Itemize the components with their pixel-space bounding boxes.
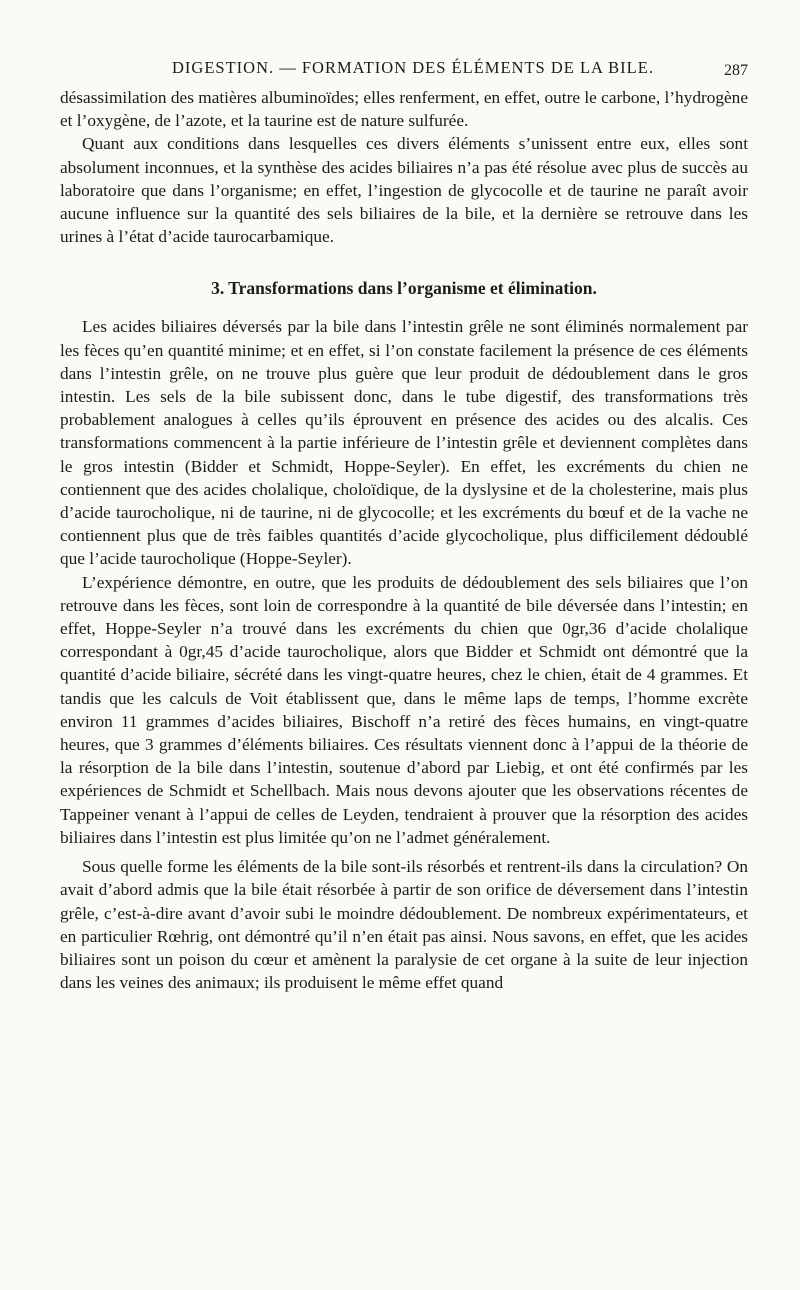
page-number: 287	[724, 62, 748, 79]
running-head	[60, 58, 748, 82]
paragraph-5: Sous quelle forme les éléments de la bile sont-ils résorbés et rentrent-ils dans la circulation? On avait d’abord admis que la bile était résorbée à partir de son orifice de déversement dans l’intestin grêle, c’est-à-dire avant d’avoir subi le moindre dédoublement. De nombreux expérimentateurs, et en particulier Rœhrig, ont démontré qu’il n’en était pas ainsi. Nous savons, en effet, que les acides biliaires sont un poison du cœur et amènent la paralysie de cet organe à la suite de leur injection dans les veines des animaux; ils produisent le même effet quand	[60, 857, 748, 993]
paragraph-1: désassimilation des matières albuminoïdes; elles renferment, en effet, outre le carbone, l’hydrogène et l’oxygène, de l’azote, et la taurine est de nature sulfurée.	[60, 88, 748, 131]
paragraph-2: Quant aux conditions dans lesquelles ces divers éléments s’unissent entre eux, elles sont absolument inconnues, et la synthèse des acides biliaires n’a pas été résolue avec plus de succès au laboratoire que dans l’organisme; en effet, l’ingestion de glycocolle et de taurine ne paraît avoir aucune influence sur la quantité des sels biliaires de la bile, et la dernière se retrouve dans les urines à l’état d’acide taurocarbamique.	[60, 134, 748, 247]
paragraph-4: L’expérience démontre, en outre, que les produits de dédoublement des sels biliaires que l’on retrouve dans les fèces, sont loin de correspondre à la quantité de bile déversée dans l’intestin; en effet, Hoppe-Seyler n’a trouvé dans les excréments du chien que 0gr,36 d’acide cholalique correspondant à 0gr,45 d’acide taurocholique, alors que Bidder et Schmidt ont démontré que la quantité d’acide biliaire, sécrété dans les vingt-quatre heures, chez le chien, était de 4 grammes. Et tandis que les calculs de Voit établissent que, dans le même laps de temps, l’homme excrète environ 11 grammes d’acides biliaires, Bischoff n’a retiré des fèces humains, en vingt-quatre heures, que 3 grammes d’éléments biliaires. Ces résultats viennent donc à l’appui de la théorie de la résorption de la bile dans l’intestin, soutenue d’abord par Liebig, et ont été confirmés par les expériences de Schmidt et Schellbach. Mais nous devons ajouter que les observations récentes de Tappeiner venant à l’appui de celles de Leyden, tendraient à prouver que la résorption des acides biliaires dans l’intestin est plus limitée qu’on ne l’admet généralement.	[60, 572, 748, 847]
running-title: DIGESTION. — FORMATION DES ÉLÉMENTS DE LA BILE.	[172, 58, 654, 77]
section-heading: 3. Transformations dans l’organisme et élimination.	[211, 278, 597, 299]
body-text	[60, 86, 748, 994]
paragraph-3: Les acides biliaires déversés par la bile dans l’intestin grêle ne sont éliminés normalement par les fèces qu’en quantité minime; et en effet, si l’on constate facilement la présence de ces éléments dans l’intestin grêle, on ne trouve plus guère que leur produit de dédoublement dans le gros intestin. Les sels de la bile subissent donc, dans le tube digestif, des transformations très probablement analogues à celles qu’ils éprouvent en présence des acides ou des alcalis. Ces transformations commencent à la partie inférieure de l’intestin grêle et deviennent complètes dans le gros intestin (Bidder et Schmidt, Hoppe-Seyler). En effet, les excréments du chien ne contiennent que des acides cholalique, choloïdique, de la dyslysine et de la cholesterine, mais plus d’acide taurocholique, ni de taurine, ni de glycocolle; et les excréments du bœuf et de la vache ne contiennent plus que de très faibles quantités d’acide glycocholique, plus difficilement dédoublé que l’acide taurocholique (Hoppe-Seyler).	[60, 317, 748, 569]
